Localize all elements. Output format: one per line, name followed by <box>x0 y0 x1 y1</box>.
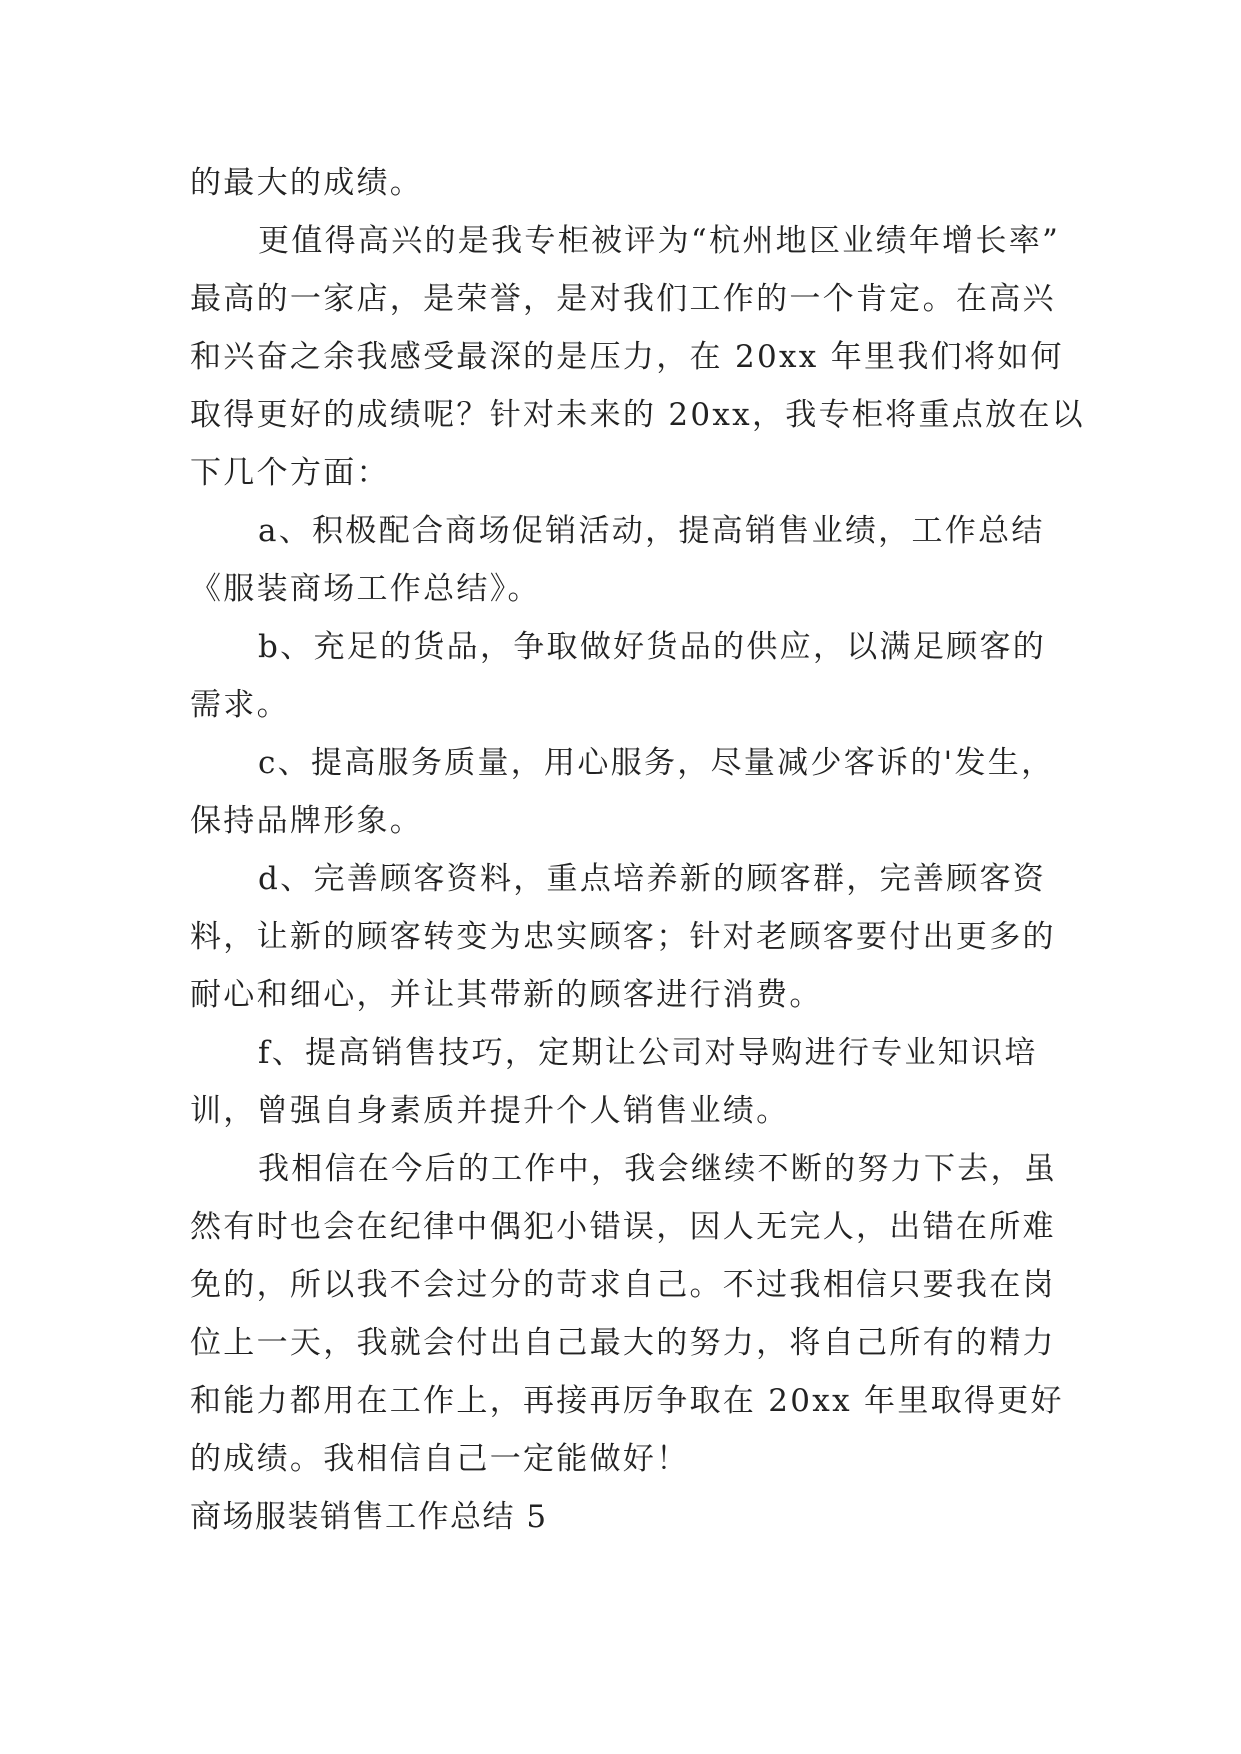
text-line: 取得更好的成绩呢？针对未来的 20xx，我专柜将重点放在以 <box>190 397 1085 433</box>
text-line: 《服装商场工作总结》。 <box>190 571 541 607</box>
text-line: 训，曾强自身素质并提升个人销售业绩。 <box>190 1093 790 1129</box>
text-line: 和兴奋之余我感受最深的是压力，在 20xx 年里我们将如何 <box>190 339 1064 375</box>
text-line: a、积极配合商场促销活动，提高销售业绩，工作总结 <box>258 513 1045 549</box>
text-line: 的成绩。我相信自己一定能做好！ <box>190 1441 690 1477</box>
text-line: 和能力都用在工作上，再接再厉争取在 20xx 年里取得更好 <box>190 1383 1064 1419</box>
text-line: f、提高销售技巧，定期让公司对导购进行专业知识培 <box>258 1035 1038 1071</box>
text-line: 我相信在今后的工作中，我会继续不断的努力下去，虽 <box>258 1151 1058 1187</box>
section-heading: 商场服装销售工作总结 5 <box>190 1499 548 1535</box>
text-line: 然有时也会在纪律中偶犯小错误，因人无完人，出错在所难 <box>190 1209 1056 1245</box>
text-line: 最高的一家店，是荣誉，是对我们工作的一个肯定。在高兴 <box>190 281 1056 317</box>
text-line: 需求。 <box>190 687 290 723</box>
text-line: 料，让新的顾客转变为忠实顾客；针对老顾客要付出更多的 <box>190 919 1056 955</box>
text-line: 免的，所以我不会过分的苛求自己。不过我相信只要我在岗 <box>190 1267 1056 1303</box>
text-line: 的最大的成绩。 <box>190 165 424 201</box>
text-line: 保持品牌形象。 <box>190 803 424 839</box>
text-line: 下几个方面： <box>190 455 390 491</box>
text-line: 耐心和细心，并让其带新的顾客进行消费。 <box>190 977 823 1013</box>
text-line: b、充足的货品，争取做好货品的供应，以满足顾客的 <box>258 629 1047 665</box>
text-line: c、提高服务质量，用心服务，尽量减少客诉的'发生， <box>258 745 1055 781</box>
text-line: 更值得高兴的是我专柜被评为“杭州地区业绩年增长率” <box>258 223 1061 259</box>
text-line: d、完善顾客资料，重点培养新的顾客群，完善顾客资 <box>258 861 1047 897</box>
text-line: 位上一天，我就会付出自己最大的努力，将自己所有的精力 <box>190 1325 1056 1361</box>
